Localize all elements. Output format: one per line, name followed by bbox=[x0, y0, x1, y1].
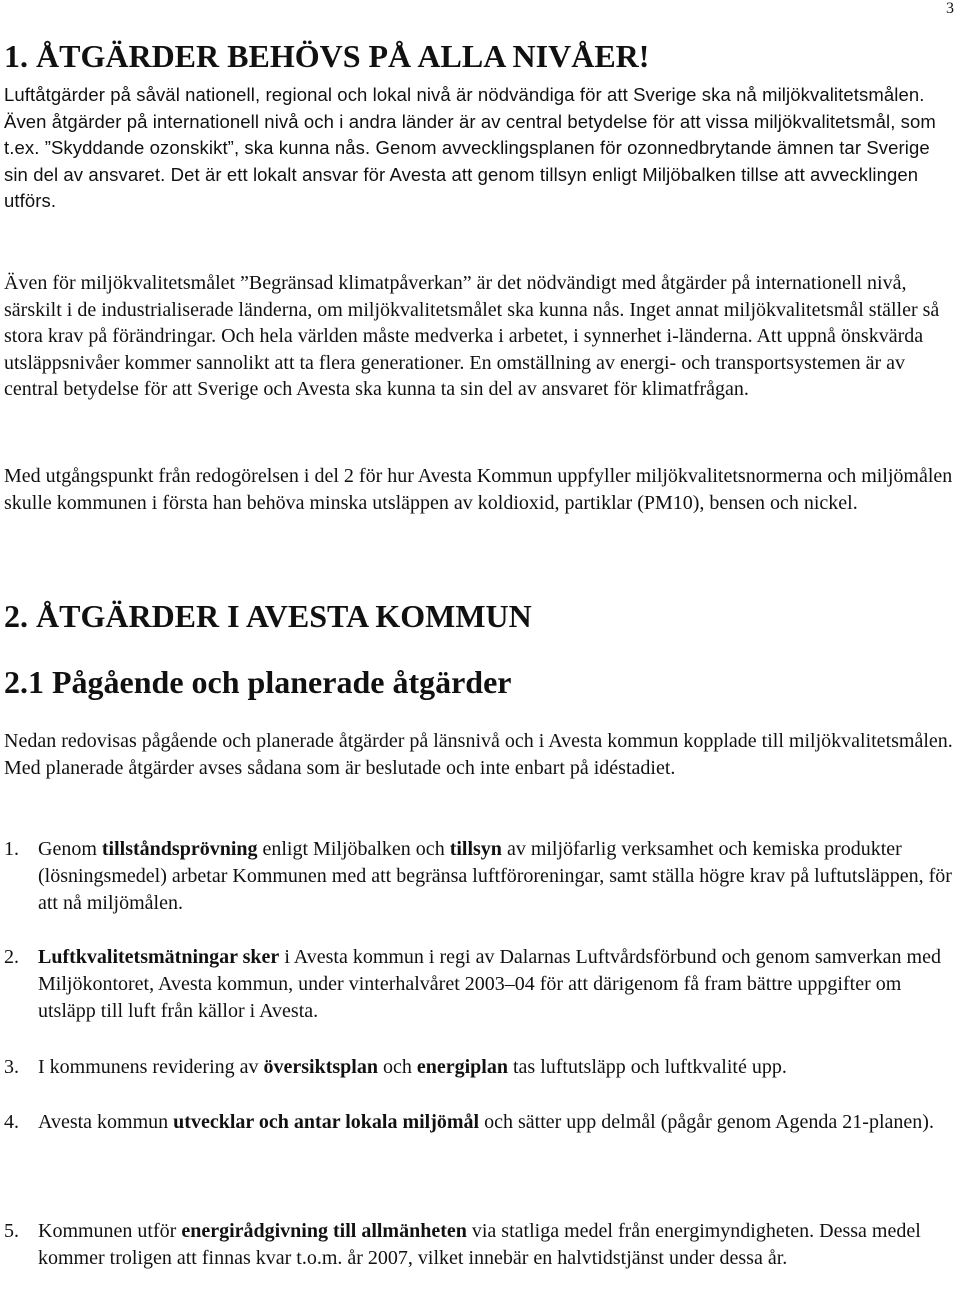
section1-heading: 1. ÅTGÄRDER BEHÖVS PÅ ALLA NIVÅER! bbox=[4, 38, 650, 74]
section2-heading: 2. ÅTGÄRDER I AVESTA KOMMUN bbox=[4, 598, 532, 634]
section1-paragraph-2: Även för miljökvalitetsmålet ”Begränsad klimatpåverkan” är det nödvändigt med åtgärder på internationell nivå, särskilt i de industrialiserade länderna, om miljökvalitetsmålet ska kunna nås. Inget annat miljökvalitetsmål ställer så stora krav på förändringar. Och hela världen måste medverka i arbetet, i synnerhet i-länderna. Att uppnå önskvärda utsläppsnivåer kommer sannolikt att ta flera generationer. En omställning av energi- och transportsystemen är av central betydelse för att Sverige och Avesta ska kunna ta sin del av ansvaret för klimatfrågan. bbox=[4, 272, 940, 400]
list-item-number: 4. bbox=[4, 1111, 19, 1133]
list-item-number: 2. bbox=[4, 946, 19, 968]
section2-intro: Nedan redovisas pågående och planerade åtgärder på länsnivå och i Avesta kommun kopplade till miljökvalitetsmålen. Med planerade åtgärder avses sådana som är beslutade och inte enbart på idéstadiet. bbox=[4, 730, 953, 779]
section1-paragraph-3: Med utgångspunkt från redogörelsen i del 2 för hur Avesta Kommun uppfyller miljökvalitetsnormerna och miljömålen skulle kommunen i första han behöva minska utsläppen av koldioxid, partiklar (PM10), bensen och nickel. bbox=[4, 465, 953, 514]
page-number: 3 bbox=[946, 0, 954, 17]
section1-paragraph-1: Luftåtgärder på såväl nationell, regional och lokal nivå är nödvändiga för att Sverige ska nå miljökvalitetsmålen. Även åtgärder på internationell nivå och i andra länder är av central betydelse för att vissa miljökvalitetsmål, som t.ex. ”Skyddande ozonskikt”, ska kunna nås. Genom avvecklingsplanen för ozonnedbrytande ämnen tar Sverige sin del av ansvaret. Det är ett lokalt ansvar för Avesta att genom tillsyn enligt Miljöbalken tillse att avvecklingen utförs. bbox=[4, 84, 936, 211]
list-item-number: 5. bbox=[4, 1220, 19, 1242]
list-item-text: Luftkvalitetsmätningar sker i Avesta kommun i regi av Dalarnas Luftvårdsförbund och genom samverkan med Miljökontoret, Avesta kommun, under vinterhalvåret 2003–04 för att därigenom få fram bättre uppgifter om utsläpp till luft från källor i Avesta. bbox=[38, 946, 941, 1022]
list-item bbox=[4, 836, 956, 917]
list-item-number: 1. bbox=[4, 838, 19, 860]
section2-1-subheading: 2.1 Pågående och planerade åtgärder bbox=[4, 664, 512, 700]
list-item bbox=[4, 1109, 956, 1136]
list-item bbox=[4, 1218, 956, 1272]
list-item bbox=[4, 1054, 956, 1081]
list-item-number: 3. bbox=[4, 1056, 19, 1078]
list-item-text: Kommunen utför energirådgivning till allmänheten via statliga medel från energimyndigheten. Dessa medel kommer troligen att finnas kvar t.o.m. år 2007, vilket innebär en halvtidstjänst under dessa år. bbox=[38, 1220, 921, 1269]
list-item-text: Genom tillståndsprövning enligt Miljöbalken och tillsyn av miljöfarlig verksamhet och kemiska produkter (lösningsmedel) arbetar Kommunen med att begränsa luftföroreningar, samt ställa högre krav på luftutsläppen, för att nå miljömålen. bbox=[38, 838, 952, 914]
list-item bbox=[4, 944, 956, 1025]
list-item-text: Avesta kommun utvecklar och antar lokala miljömål och sätter upp delmål (pågår genom Agenda 21-planen). bbox=[38, 1111, 934, 1133]
list-item-text: I kommunens revidering av översiktsplan och energiplan tas luftutsläpp och luftkvalité upp. bbox=[38, 1056, 787, 1078]
